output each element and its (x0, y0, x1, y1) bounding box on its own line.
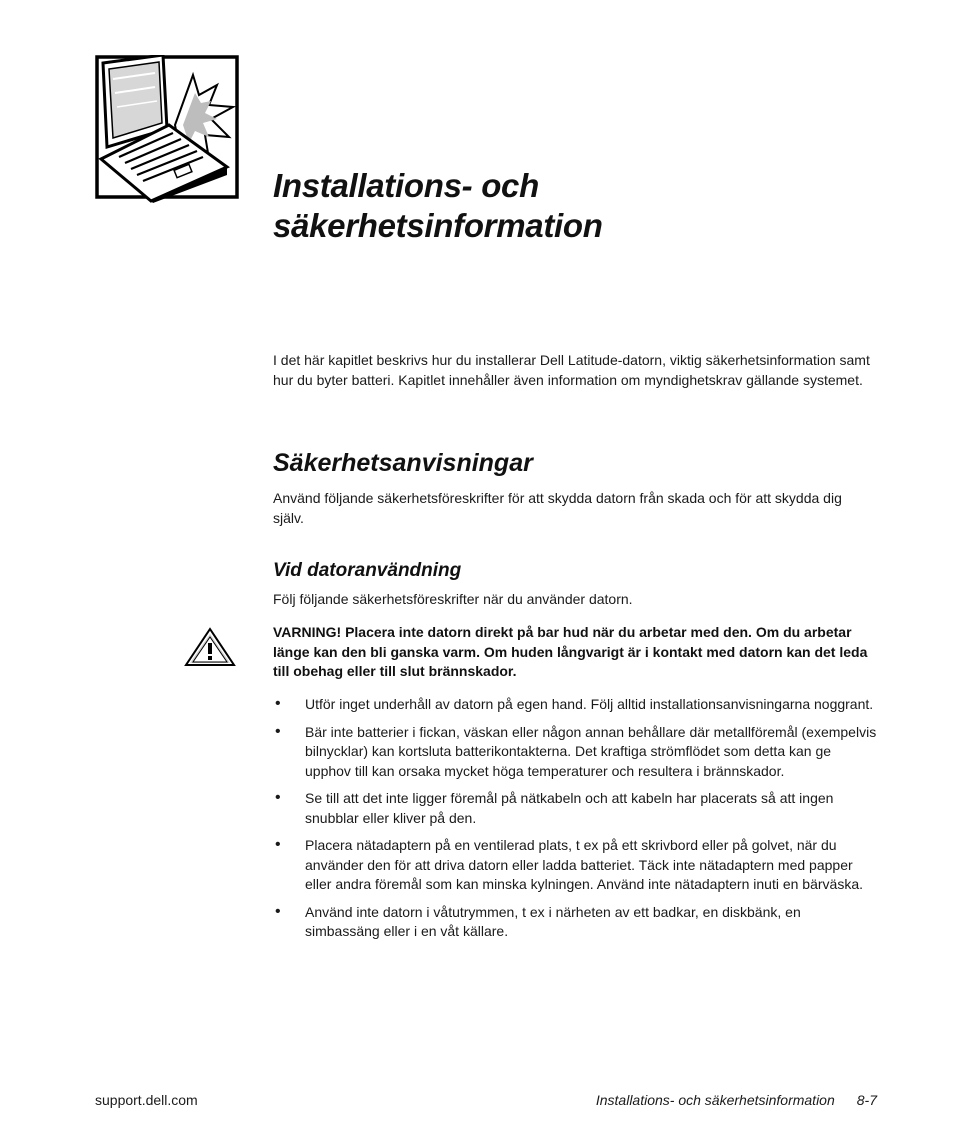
list-item-text: Använd inte datorn i våtutrymmen, t ex i närheten av ett badkar, en diskbänk, en simbassäng eller i en våt källare. (305, 903, 801, 939)
bullet-dot: • (275, 695, 281, 712)
warning-triangle-icon (183, 626, 237, 668)
list-item-text: Utför inget underhåll av datorn på egen hand. Följ alltid installationsanvisningarna noggrant. (305, 696, 874, 712)
section-intro: Använd följande säkerhetsföreskrifter för att skydda datorn från skada och för att skydda dig själv. (273, 490, 842, 526)
list-item (273, 903, 878, 942)
list-item-text: Se till att det inte ligger föremål på nätkabeln och att kabeln har placerats så att ingen snubblar eller kliver på den. (305, 790, 834, 826)
list-item (273, 789, 878, 828)
chapter-intro: I det här kapitlet beskrivs hur du installerar Dell Latitude-datorn, viktig säkerhetsinformation samt hur du byter batteri. Kapitlet innehåller även information om myndighetskrav gällande systemet. (273, 352, 870, 388)
list-item (273, 695, 878, 715)
warning-text: VARNING! Placera inte datorn direkt på bar hud när du arbetar med den. Om du arbetar länge kan den bli ganska varm. Om huden långvarigt är i kontakt med datorn kan det leda till obehag eller till slut brännskador. (273, 624, 868, 679)
chapter-title-line-1: Installations- och (273, 167, 539, 204)
chapter-title-line-2: säkerhetsinformation (273, 207, 603, 244)
list-item (273, 836, 878, 895)
bullet-dot: • (275, 722, 281, 740)
list-item-text: Bär inte batterier i fickan, väskan eller någon annan behållare där metallföremål (exempelvis bilnycklar) kan kortsluta batterikontakterna. Det kraftiga strömflödet som detta kan ge upphov till kan orsaka mycket höga temperaturer och resultera i brännskador. (305, 723, 877, 779)
list-item (273, 723, 878, 782)
footer-page-number: 8-7 (856, 1092, 877, 1108)
chapter-title (273, 166, 603, 246)
bullet-dot: • (275, 902, 281, 920)
footer-chapter-title: Installations- och säkerhetsinformation (595, 1092, 835, 1108)
list-item-text: Placera nätadaptern på en ventilerad plats, t ex på ett skrivbord eller på golvet, när du använder den för att driva datorn eller ladda batteriet. Täck inte nätadaptern med papper eller andra föremål som kan minska kylningen. Använd inte nätadaptern inuti en bärväska. (305, 837, 863, 892)
safety-bullet-list (273, 695, 878, 950)
section-heading: Säkerhetsanvisningar (273, 449, 533, 477)
subsection-intro: Följ följande säkerhetsföreskrifter när du använder datorn. (273, 591, 633, 607)
footer-website: support.dell.com (95, 1092, 198, 1108)
subsection-heading: Vid datoranvändning (273, 560, 462, 581)
bullet-dot: • (275, 789, 281, 806)
bullet-dot: • (275, 836, 281, 853)
laptop-burst-icon (95, 55, 240, 203)
footer-running-title (596, 1091, 877, 1109)
